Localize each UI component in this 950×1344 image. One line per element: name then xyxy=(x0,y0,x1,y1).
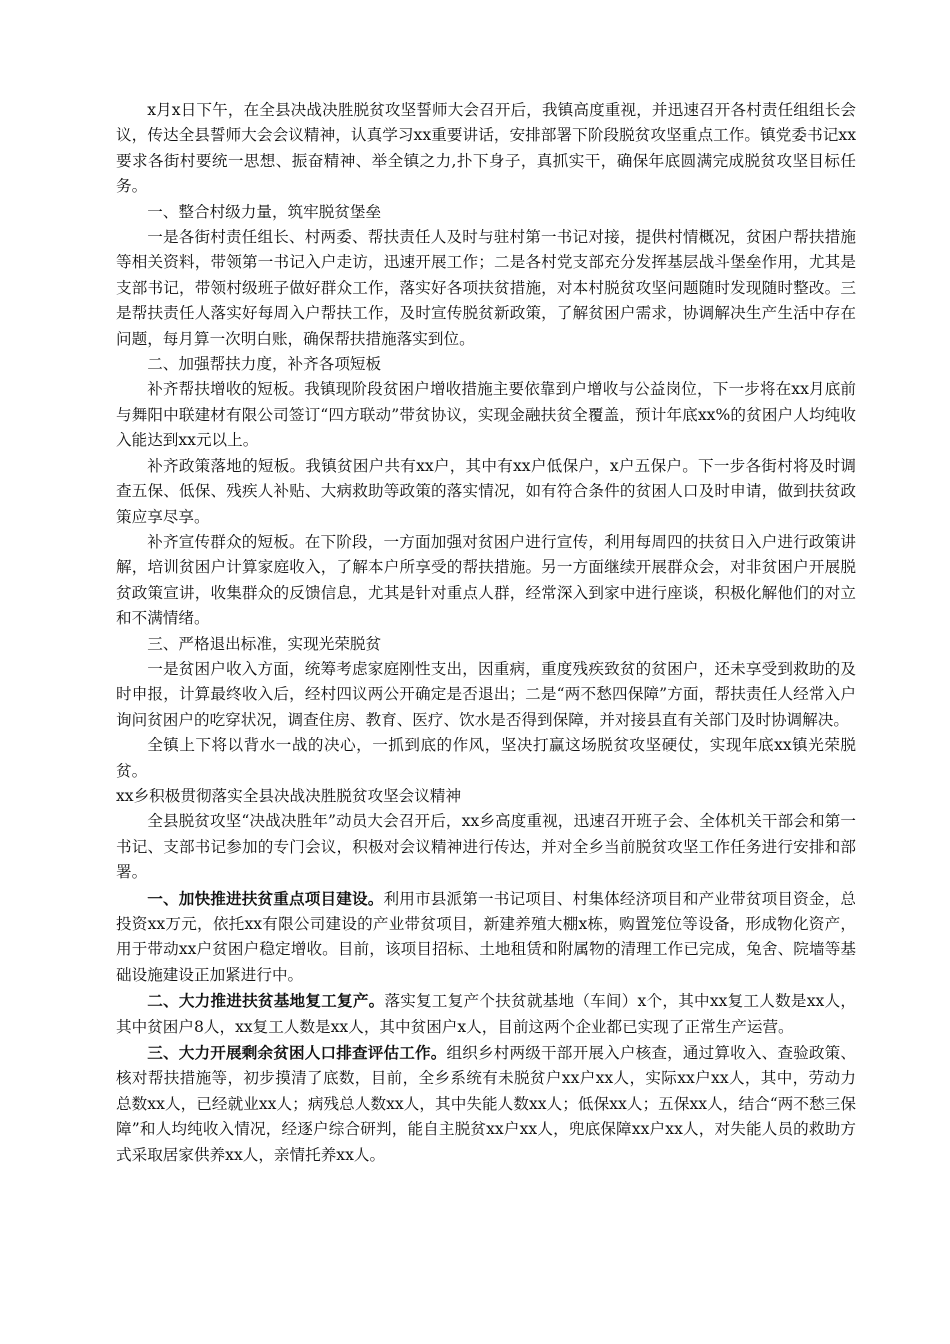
part1-heading-3: 三、严格退出标准，实现光荣脱贫 xyxy=(147,634,382,653)
part1-paragraph-2c: 补齐宣传群众的短板。在下阶段，一方面加强对贫困户进行宣传，利用每周四的扶贫日入户进行政策讲解，培训贫困户计算家庭收入，了解本户所享受的帮扶措施。另一方面继续开展群众会，对非贫困户开展脱贫政策宣讲，收集群众的反馈信息，尤其是针对重点人群，经常深入到家中进行座谈，积极化解他们的对立和不满情绪。 xyxy=(116,532,856,628)
section-1-body: 利用市县派第一书记项目、村集体经济项目和产业带贫项目资金，总投资xx万元，依托xx有限公司建设的产业带贫项目，新建养殖大棚x栋，购置笼位等设备，形成物化资产，用于带动xx户贫困户稳定增收。目前，该项目招标、土地租赁和附属物的清理工作已完成，兔舍、院墙等基础设施建设正加紧进行中。 xyxy=(116,889,856,984)
part1-paragraph-1: 一是各街村责任组长、村两委、帮扶责任人及时与驻村第一书记对接，提供村情概况，贫困户帮扶措施等相关资料，带领第一书记入户走访，迅速开展工作；二是各村党支部充分发挥基层战斗堡垒作用，尤其是支部书记，带领村级班子做好群众工作，落实好各项扶贫措施，对本村脱贫攻坚问题随时发现随时整改。三是帮扶责任人落实好每周入户帮扶工作，及时宣传脱贫新政策，了解贫困户需求，协调解决生产生活中存在问题，每月算一次明白账，确保帮扶措施落实到位。 xyxy=(116,228,856,348)
part1-heading-2: 二、加强帮扶力度，补齐各项短板 xyxy=(147,355,382,374)
part2-intro: 全县脱贫攻坚“决战决胜年”动员大会召开后，xx乡高度重视，迅速召开班子会、全体机关干部会和第一书记、支部书记参加的专门会议，积极对会议精神进行传达，并对全乡当前脱贫攻坚工作任务进行安排和部署。 xyxy=(116,812,856,882)
section-2-title: 二、大力推进扶贫基地复工复产。 xyxy=(147,991,385,1011)
section-3-body: 组织乡村两级干部开展入户核查，通过算收入、查验政策、核对帮扶措施等，初步摸清了底数，目前，全乡系统有未脱贫户xx户xx人，实际xx户xx人，其中，劳动力总数xx人，已经就业xx人；病残总人数xx人，其中失能人数xx人；低保xx人；五保xx人，结合“两不愁三保障”和人均纯收入情况，经逐户综合研判，能自主脱贫xx户xx人，兜底保障xx户xx人，对失能人员的救助方式采取居家供养xx人，亲情托养xx人。 xyxy=(116,1044,856,1164)
document-page xyxy=(116,98,856,1168)
part2-title: xx乡积极贯彻落实全县决战决胜脱贫攻坚会议精神 xyxy=(116,786,462,805)
part1-intro: x月x日下午，在全县决战决胜脱贫攻坚誓师大会召开后，我镇高度重视，并迅速召开各村责任组组长会议，传达全县誓师大会会议精神，认真学习xx重要讲话，安排部署下阶段脱贫攻坚重点工作。镇党委书记xx要求各街村要统一思想、振奋精神、举全镇之力,扑下身子，真抓实干，确保年底圆满完成脱贫攻坚目标任务。 xyxy=(116,101,856,196)
part1-paragraph-2a: 补齐帮扶增收的短板。我镇现阶段贫困户增收措施主要依靠到户增收与公益岗位，下一步将在xx月底前与舞阳中联建材有限公司签订“四方联动”带贫协议，实现金融扶贫全覆盖，预计年底xx%的贫困户人均纯收入能达到xx元以上。 xyxy=(116,380,856,450)
section-1-title: 一、加快推进扶贫重点项目建设。 xyxy=(147,888,384,908)
section-3-title: 三、大力开展剩余贫困人口排查评估工作。 xyxy=(147,1043,447,1063)
part1-closing: 全镇上下将以背水一战的决心，一抓到底的作风，坚决打赢这场脱贫攻坚硬仗，实现年底xx镇光荣脱贫。 xyxy=(116,736,856,780)
part2-section-2 xyxy=(116,988,856,1040)
part1-paragraph-2b: 补齐政策落地的短板。我镇贫困户共有xx户，其中有xx户低保户，x户五保户。下一步各街村将及时调查五保、低保、残疾人补贴、大病救助等政策的落实情况，如有符合条件的贫困人口及时申请，做到扶贫政策应享尽享。 xyxy=(116,456,856,526)
part2-section-3 xyxy=(116,1040,856,1168)
part1-heading-1: 一、整合村级力量，筑牢脱贫堡垒 xyxy=(147,202,382,221)
part2-section-1 xyxy=(116,886,856,989)
part1-paragraph-3: 一是贫困户收入方面，统筹考虑家庭刚性支出，因重病，重度残疾致贫的贫困户，还未享受到救助的及时申报，计算最终收入后，经村四议两公开确定是否退出；二是“两不愁四保障”方面，帮扶责任人经常入户询问贫困户的吃穿状况，调查住房、教育、医疗、饮水是否得到保障，并对接县直有关部门及时协调解决。 xyxy=(116,659,856,729)
section-2-body: 落实复工复产个扶贫就基地（车间）x个，其中xx复工人数是xx人，其中贫困户8人，xx复工人数是xx人，其中贫困户x人，目前这两个企业都已实现了正常生产运营。 xyxy=(116,992,856,1036)
